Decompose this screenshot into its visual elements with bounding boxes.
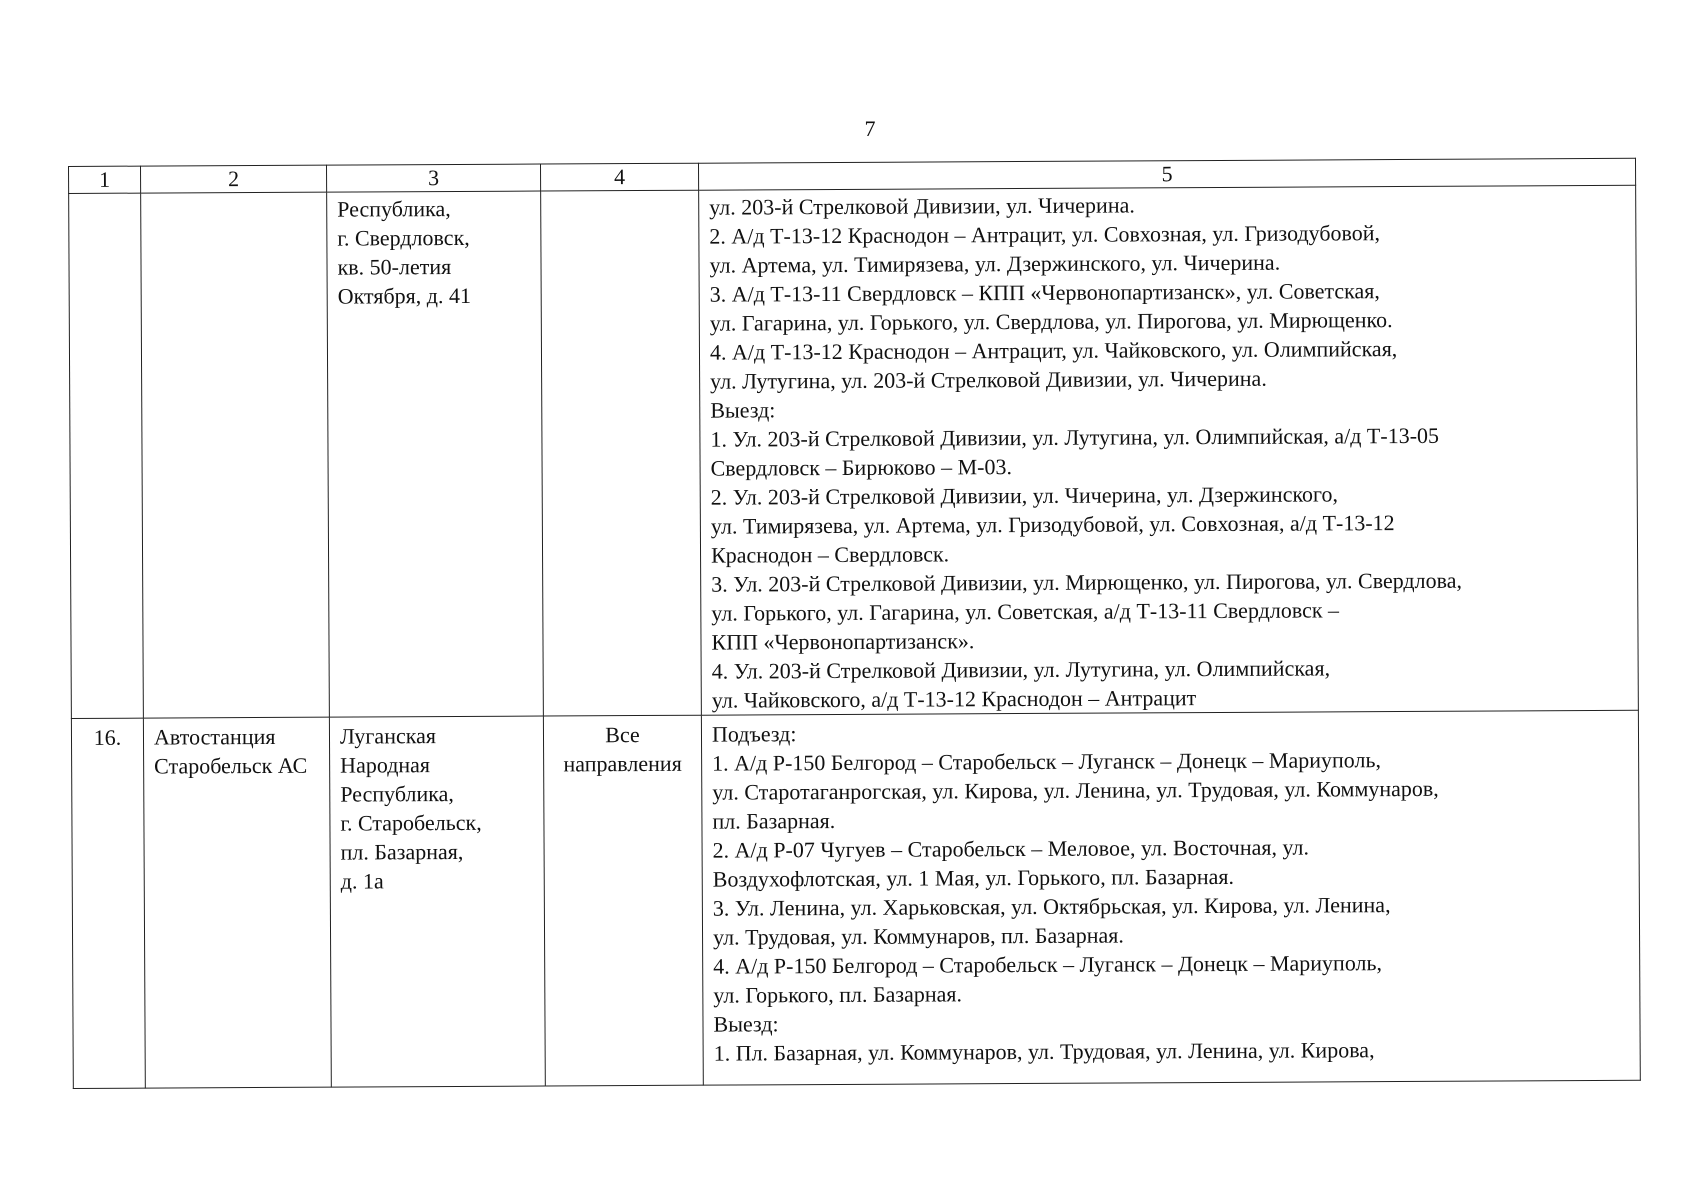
route-line: ул. Горького, ул. Гагарина, ул. Советская, а/д Т-13-11 Свердловск – [711, 597, 1340, 626]
route-line: ул. Лутугина, ул. 203-й Стрелковой Дивизии, ул. Чичерина. [710, 365, 1267, 394]
route-line: пл. Базарная. [712, 807, 836, 834]
route-line: ул. Старотаганрогская, ул. Кирова, ул. Ленина, ул. Трудовая, ул. Коммунаров, [712, 775, 1439, 805]
route-line: 3. Ул. 203-й Стрелковой Дивизии, ул. Мирющенко, ул. Пирогова, ул. Свердлова, [711, 567, 1463, 597]
direction-cell [541, 190, 702, 716]
row-number-cell [69, 193, 144, 718]
route-line: ул. Артема, ул. Тимирязева, ул. Дзержинского, ул. Чичерина. [709, 249, 1281, 278]
table-row [71, 710, 1640, 1088]
page-number: 7 [864, 116, 876, 141]
route-line: Краснодон – Свердловск. [710, 541, 950, 568]
route-line: 2. А/д Т-13-12 Краснодон – Антрацит, ул. Совхозная, ул. Гризодубовой, [709, 220, 1381, 249]
direction-cell [543, 715, 703, 1086]
route-line: ул. Чайковского, а/д Т-13-12 Краснодон – Антрацит [711, 685, 1197, 713]
route-line: 1. А/д Р-150 Белгород – Старобельск – Луганск – Донецк – Мариуполь, [712, 747, 1382, 776]
direction-line: Все [605, 722, 640, 748]
route-line: 2. А/д Р-07 Чугуев – Старобельск – Меловое, ул. Восточная, ул. [712, 834, 1310, 863]
address-line: Республика, [340, 780, 454, 807]
route-line: 2. Ул. 203-й Стрелковой Дивизии, ул. Чичерина, ул. Дзержинского, [710, 481, 1339, 510]
route-line: 1. Пл. Базарная, ул. Коммунаров, ул. Трудовая, ул. Ленина, ул. Кирова, [713, 1037, 1375, 1066]
row-number-cell: 16. [71, 718, 145, 1088]
address-line: Октября, д. 41 [337, 282, 471, 309]
address-line: г. Старобельск, [340, 809, 482, 836]
table-row [69, 185, 1639, 718]
column-header: 1 [69, 166, 141, 193]
address-cell [327, 191, 544, 717]
station-line: Старобельск АС [154, 752, 308, 779]
station-cell [141, 192, 330, 718]
route-line: 3. Ул. Ленина, ул. Харьковская, ул. Октябрьская, ул. Кирова, ул. Ленина, [712, 892, 1391, 921]
address-line: д. 1а [340, 868, 384, 894]
address-line: Луганская [339, 723, 437, 749]
column-header: 3 [326, 164, 540, 192]
route-line: 4. А/д Т-13-12 Краснодон – Антрацит, ул. Чайковского, ул. Олимпийская, [709, 336, 1398, 365]
route-line: ул. Тимирязева, ул. Артема, ул. Гризодубовой, ул. Совхозная, а/д Т-13-12 [710, 510, 1395, 539]
address-line: Республика, [337, 195, 451, 222]
route-line: 4. Ул. 203-й Стрелковой Дивизии, ул. Лутугина, ул. Олимпийская, [711, 655, 1331, 684]
route-line: 4. А/д Р-150 Белгород – Старобельск – Луганск – Донецк – Мариуполь, [713, 950, 1383, 979]
direction-line: направления [563, 750, 682, 777]
column-header: 5 [698, 158, 1635, 190]
route-line: Выезд: [710, 397, 776, 423]
route-line: ул. 203-й Стрелковой Дивизии, ул. Чичерина. [709, 192, 1135, 220]
route-line: 1. Ул. 203-й Стрелковой Дивизии, ул. Лутугина, ул. Олимпийская, а/д Т-13-05 [710, 422, 1440, 452]
address-line: г. Свердловск, [337, 224, 470, 251]
address-line: пл. Базарная, [340, 838, 464, 865]
route-line: КПП «Червонопартизанск». [711, 628, 975, 655]
address-cell [329, 716, 545, 1087]
column-header: 2 [141, 165, 327, 193]
column-header: 4 [540, 163, 698, 191]
station-line: Автостанция [153, 723, 276, 750]
address-line: кв. 50-летия [337, 253, 452, 280]
route-line: Воздухофлотская, ул. 1 Мая, ул. Горького, пл. Базарная. [712, 863, 1235, 892]
route-line: ул. Гагарина, ул. Горького, ул. Свердлова, ул. Пирогова, ул. Мирющенко. [709, 307, 1393, 336]
route-line: Подъезд: [711, 721, 797, 747]
route-line: Выезд: [713, 1011, 779, 1037]
routes-table [68, 158, 1641, 1089]
station-cell [143, 717, 331, 1088]
route-line: 3. А/д Т-13-11 Свердловск – КПП «Червонопартизанск», ул. Советская, [709, 278, 1380, 307]
route-line: Свердловск – Бирюково – М-03. [710, 454, 1012, 481]
route-line: ул. Горького, пл. Базарная. [713, 981, 963, 1008]
address-line: Народная [340, 752, 431, 778]
route-line: ул. Трудовая, ул. Коммунаров, пл. Базарная. [712, 922, 1124, 950]
routes-cell [701, 710, 1640, 1085]
routes-cell [699, 185, 1639, 715]
